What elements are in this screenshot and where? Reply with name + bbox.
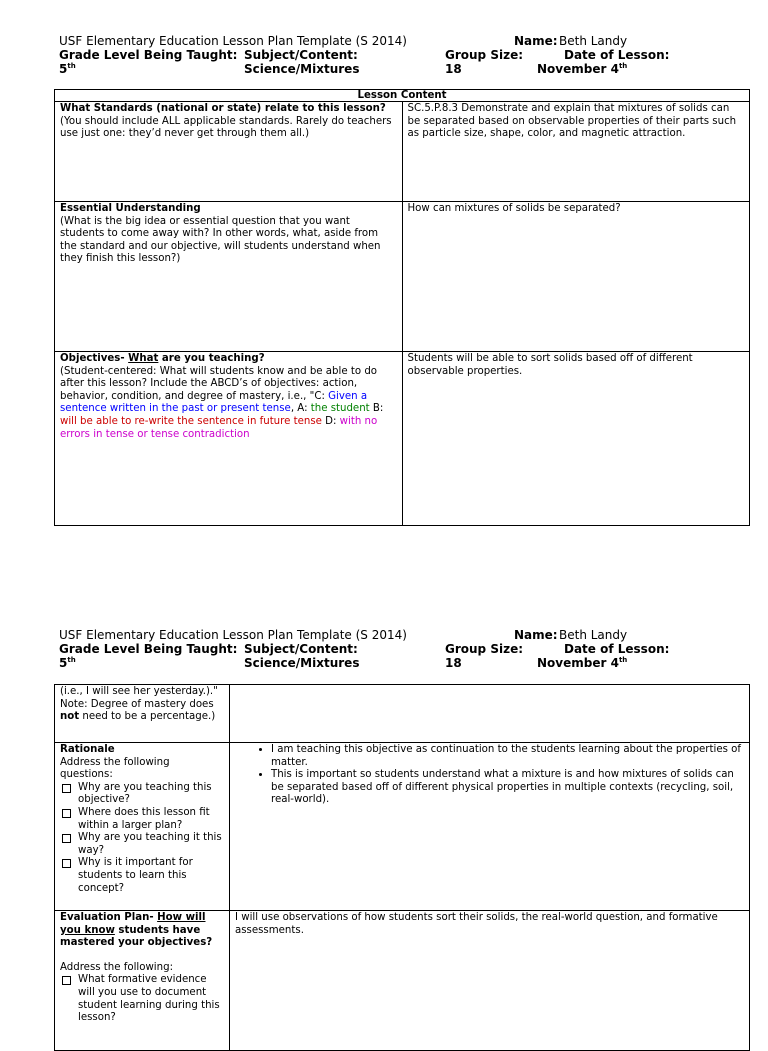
name-value: Beth Landy [559, 34, 628, 48]
grade-value: 5th [59, 62, 76, 76]
group-label: Group Size: [445, 48, 523, 62]
essential-label-cell [55, 202, 403, 352]
essential-label: Essential Understanding [60, 203, 201, 214]
page-gap [0, 540, 768, 600]
page-header-2 [59, 628, 749, 670]
evaluation-intro: Address the following: [60, 961, 173, 973]
rationale-question: Where does this lesson fit within a larger plan? [60, 807, 224, 832]
standards-note: (You should include ALL applicable standards. Rarely do teachers use just one: they’d never get through them all.) [60, 115, 392, 140]
evaluation-label-cell [55, 911, 230, 1051]
subject-value: Science/Mixtures [244, 656, 360, 670]
rationale-intro: Address the following questions: [60, 756, 170, 781]
date-label: Date of Lesson: [564, 642, 670, 656]
evaluation-question: What formative evidence will you use to document student learning during this lesson? [60, 974, 224, 1024]
rationale-label: Rationale [60, 744, 115, 755]
evaluation-row [55, 911, 750, 1051]
essential-content: How can mixtures of solids be separated? [402, 202, 750, 352]
name-value: Beth Landy [559, 628, 628, 642]
objectives-label-cell [55, 352, 403, 526]
page-header [59, 34, 749, 76]
grade-value: 5th [59, 656, 76, 670]
date-value: November 4th [537, 62, 628, 76]
subject-label: Subject/Content: [244, 642, 358, 656]
rationale-bullet: • This is important so students understand what a mixture is and how mixtures of solids can be separated based off of different physical properties in multiple contexts (recycling, soil, real-world). [271, 769, 744, 807]
name-label: Name: [514, 628, 558, 642]
objectives-continued-content [230, 685, 750, 743]
template-title: USF Elementary Education Lesson Plan Template (S 2014) [59, 34, 407, 48]
objectives-continued-row [55, 685, 750, 743]
standards-label: What Standards (national or state) relate to this lesson? [60, 103, 386, 114]
objectives-note: (Student-centered: What will students know and be able to do after this lesson? Include the ABCD’s of objectives: action, behavior, condition, and degree of mastery, i.e., "C: Given a sentence written in the past or present tense, A: the student B: will be able to re-write the sentence in future tense D: with no errors in tense or tense contradiction [60, 365, 384, 440]
evaluation-label: Evaluation Plan- How will you know students have mastered your objectives? [60, 912, 213, 949]
rationale-label-cell [55, 743, 230, 911]
standards-label-cell [55, 102, 403, 202]
date-label: Date of Lesson: [564, 48, 670, 62]
subject-label: Subject/Content: [244, 48, 358, 62]
rationale-question: Why are you teaching this objective? [60, 782, 224, 807]
rationale-content [230, 743, 750, 911]
standards-row [55, 102, 750, 202]
evaluation-questions [60, 974, 224, 1024]
grade-label: Grade Level Being Taught: [59, 642, 238, 656]
grade-label: Grade Level Being Taught: [59, 48, 238, 62]
date-value: November 4th [537, 656, 628, 670]
objectives-row [55, 352, 750, 526]
template-title: USF Elementary Education Lesson Plan Template (S 2014) [59, 628, 407, 642]
rationale-questions [60, 782, 224, 895]
objectives-content: Students will be able to sort solids based off of different observable properties. [402, 352, 750, 526]
rationale-question: Why are you teaching it this way? [60, 832, 224, 857]
page-2 [0, 600, 768, 1024]
name-label: Name: [514, 34, 558, 48]
lesson-content-table-continued [54, 684, 750, 1051]
objectives-label: Objectives- What are you teaching? [60, 353, 265, 364]
essential-note: (What is the big idea or essential question that you want students to come away with? In other words, what, aside from the standard and our objective, will students understand when they finish this lesson?) [60, 215, 381, 265]
table-caption: Lesson Content [55, 90, 750, 102]
essential-row [55, 202, 750, 352]
group-value: 18 [445, 62, 462, 76]
objectives-continued-b: Note: Degree of mastery does not need to be a percentage.) [60, 698, 216, 723]
group-label: Group Size: [445, 642, 523, 656]
evaluation-content: I will use observations of how students sort their solids, the real-world question, and formative assessments. [230, 911, 750, 1051]
lesson-content-table [54, 89, 750, 526]
objectives-continued-cell [55, 685, 230, 743]
rationale-row [55, 743, 750, 911]
subject-value: Science/Mixtures [244, 62, 360, 76]
group-value: 18 [445, 656, 462, 670]
objectives-continued-a: (i.e., I will see her yesterday.)." [60, 686, 218, 697]
rationale-question: Why is it important for students to learn this concept? [60, 857, 224, 895]
standards-content: SC.5.P.8.3 Demonstrate and explain that mixtures of solids can be separated based on observable properties of their parts such as particle size, shape, color, and magnetic attraction. [402, 102, 750, 202]
rationale-bullet: • I am teaching this objective as continuation to the students learning about the properties of matter. [271, 744, 744, 769]
